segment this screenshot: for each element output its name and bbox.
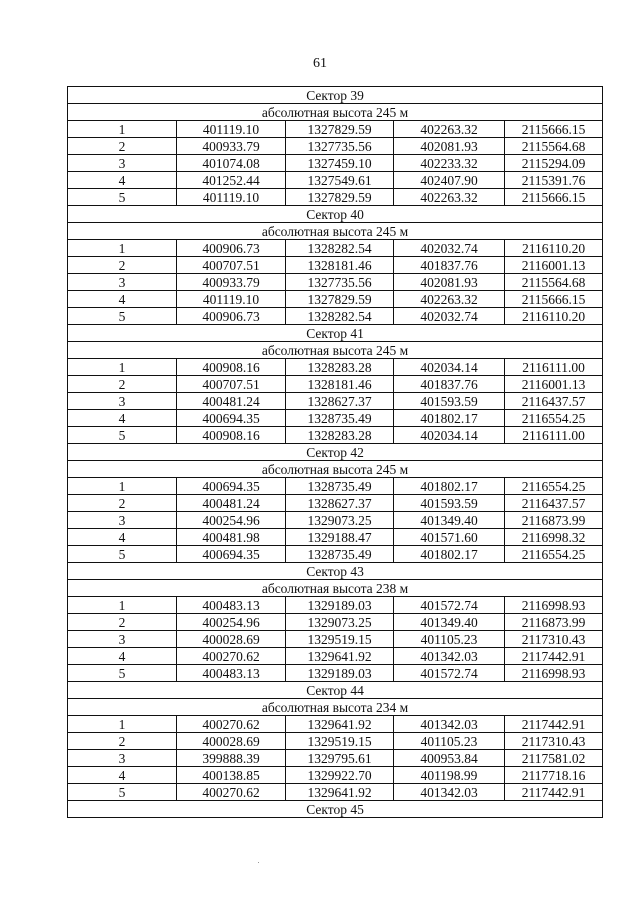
coord-x1-cell: 400481.98 bbox=[177, 529, 286, 546]
coord-x2-cell: 401802.17 bbox=[394, 546, 505, 563]
coord-x1-cell: 400270.62 bbox=[177, 716, 286, 733]
coord-x2-cell: 401837.76 bbox=[394, 376, 505, 393]
coord-x2-cell: 402034.14 bbox=[394, 359, 505, 376]
sector-title-row bbox=[68, 325, 603, 342]
coord-x1-cell: 400481.24 bbox=[177, 393, 286, 410]
sector-altitude-row bbox=[68, 580, 603, 597]
coord-x2-cell: 401572.74 bbox=[394, 665, 505, 682]
sector-title-row bbox=[68, 444, 603, 461]
coord-y2-cell: 2116554.25 bbox=[505, 478, 603, 495]
coord-y2-cell: 2116001.13 bbox=[505, 376, 603, 393]
coord-x1-cell: 400933.79 bbox=[177, 138, 286, 155]
coord-x2-cell: 402407.90 bbox=[394, 172, 505, 189]
coord-x1-cell: 401119.10 bbox=[177, 189, 286, 206]
coord-y2-cell: 2115391.76 bbox=[505, 172, 603, 189]
coord-y2-cell: 2117442.91 bbox=[505, 648, 603, 665]
coord-x2-cell: 401593.59 bbox=[394, 495, 505, 512]
table-row bbox=[68, 648, 603, 665]
table-row bbox=[68, 189, 603, 206]
coord-x2-cell: 402263.32 bbox=[394, 121, 505, 138]
table-body bbox=[68, 87, 603, 818]
coord-x1-cell: 400707.51 bbox=[177, 257, 286, 274]
sector-altitude: абсолютная высота 238 м bbox=[68, 580, 603, 597]
sector-title: Сектор 40 bbox=[68, 206, 603, 223]
coord-x1-cell: 400483.13 bbox=[177, 665, 286, 682]
coord-y2-cell: 2115666.15 bbox=[505, 121, 603, 138]
coord-y2-cell: 2116554.25 bbox=[505, 410, 603, 427]
coord-x2-cell: 401342.03 bbox=[394, 784, 505, 801]
coord-y2-cell: 2116998.93 bbox=[505, 665, 603, 682]
sector-altitude-row bbox=[68, 104, 603, 121]
coord-x2-cell: 402034.14 bbox=[394, 427, 505, 444]
point-number-cell: 3 bbox=[68, 750, 177, 767]
coord-y2-cell: 2116001.13 bbox=[505, 257, 603, 274]
coord-x1-cell: 400028.69 bbox=[177, 631, 286, 648]
coord-y2-cell: 2116437.57 bbox=[505, 495, 603, 512]
coord-x1-cell: 400028.69 bbox=[177, 733, 286, 750]
sector-title: Сектор 43 bbox=[68, 563, 603, 580]
point-number-cell: 4 bbox=[68, 172, 177, 189]
coord-x1-cell: 401119.10 bbox=[177, 121, 286, 138]
point-number-cell: 2 bbox=[68, 138, 177, 155]
table-row bbox=[68, 138, 603, 155]
coord-y1-cell: 1328181.46 bbox=[286, 376, 394, 393]
sector-coordinates-table bbox=[67, 86, 603, 818]
coord-y1-cell: 1328181.46 bbox=[286, 257, 394, 274]
sector-title: Сектор 45 bbox=[68, 801, 603, 818]
coord-y2-cell: 2117442.91 bbox=[505, 716, 603, 733]
table-row bbox=[68, 410, 603, 427]
coord-x1-cell: 399888.39 bbox=[177, 750, 286, 767]
coord-x1-cell: 400707.51 bbox=[177, 376, 286, 393]
sector-title: Сектор 39 bbox=[68, 87, 603, 104]
coord-x1-cell: 400694.35 bbox=[177, 546, 286, 563]
point-number-cell: 5 bbox=[68, 427, 177, 444]
table-row bbox=[68, 172, 603, 189]
coord-x2-cell: 401342.03 bbox=[394, 716, 505, 733]
sector-altitude: абсолютная высота 245 м bbox=[68, 461, 603, 478]
table-row bbox=[68, 597, 603, 614]
coord-x1-cell: 400481.24 bbox=[177, 495, 286, 512]
coord-y1-cell: 1329922.70 bbox=[286, 767, 394, 784]
coord-x2-cell: 402032.74 bbox=[394, 308, 505, 325]
point-number-cell: 2 bbox=[68, 495, 177, 512]
coord-y2-cell: 2116998.32 bbox=[505, 529, 603, 546]
coord-y1-cell: 1329189.03 bbox=[286, 597, 394, 614]
coord-y1-cell: 1327549.61 bbox=[286, 172, 394, 189]
point-number-cell: 5 bbox=[68, 546, 177, 563]
point-number-cell: 2 bbox=[68, 614, 177, 631]
table-row bbox=[68, 767, 603, 784]
coord-y1-cell: 1329519.15 bbox=[286, 631, 394, 648]
coord-y1-cell: 1327735.56 bbox=[286, 138, 394, 155]
coord-x1-cell: 400483.13 bbox=[177, 597, 286, 614]
coord-x2-cell: 401572.74 bbox=[394, 597, 505, 614]
coord-y1-cell: 1329188.47 bbox=[286, 529, 394, 546]
sector-title-row bbox=[68, 682, 603, 699]
coord-x2-cell: 401105.23 bbox=[394, 631, 505, 648]
coord-y2-cell: 2116111.00 bbox=[505, 427, 603, 444]
sector-altitude: абсолютная высота 234 м bbox=[68, 699, 603, 716]
sector-title-row bbox=[68, 206, 603, 223]
coord-y1-cell: 1328735.49 bbox=[286, 410, 394, 427]
table-row bbox=[68, 665, 603, 682]
coord-x2-cell: 401105.23 bbox=[394, 733, 505, 750]
point-number-cell: 5 bbox=[68, 784, 177, 801]
scan-speck bbox=[258, 862, 259, 863]
table-row bbox=[68, 155, 603, 172]
coord-y1-cell: 1327829.59 bbox=[286, 291, 394, 308]
point-number-cell: 3 bbox=[68, 155, 177, 172]
coord-y1-cell: 1328627.37 bbox=[286, 393, 394, 410]
coord-y1-cell: 1329641.92 bbox=[286, 648, 394, 665]
page-number: 61 bbox=[313, 56, 327, 71]
coord-x2-cell: 402263.32 bbox=[394, 291, 505, 308]
point-number-cell: 4 bbox=[68, 410, 177, 427]
point-number-cell: 4 bbox=[68, 648, 177, 665]
coord-x2-cell: 401349.40 bbox=[394, 512, 505, 529]
sector-title: Сектор 44 bbox=[68, 682, 603, 699]
coord-y1-cell: 1328283.28 bbox=[286, 359, 394, 376]
coord-y1-cell: 1329795.61 bbox=[286, 750, 394, 767]
point-number-cell: 1 bbox=[68, 478, 177, 495]
coord-y2-cell: 2117310.43 bbox=[505, 733, 603, 750]
coord-y1-cell: 1327459.10 bbox=[286, 155, 394, 172]
coord-y2-cell: 2115564.68 bbox=[505, 274, 603, 291]
coord-y2-cell: 2115294.09 bbox=[505, 155, 603, 172]
point-number-cell: 2 bbox=[68, 376, 177, 393]
point-number-cell: 5 bbox=[68, 665, 177, 682]
point-number-cell: 1 bbox=[68, 716, 177, 733]
sector-title-row bbox=[68, 87, 603, 104]
point-number-cell: 4 bbox=[68, 291, 177, 308]
coord-y2-cell: 2116110.20 bbox=[505, 240, 603, 257]
coord-x2-cell: 400953.84 bbox=[394, 750, 505, 767]
coord-y1-cell: 1328282.54 bbox=[286, 240, 394, 257]
coord-x2-cell: 402081.93 bbox=[394, 138, 505, 155]
coord-x2-cell: 401837.76 bbox=[394, 257, 505, 274]
coord-y1-cell: 1328735.49 bbox=[286, 478, 394, 495]
coord-x2-cell: 402233.32 bbox=[394, 155, 505, 172]
point-number-cell: 4 bbox=[68, 529, 177, 546]
sector-altitude: абсолютная высота 245 м bbox=[68, 223, 603, 240]
sector-title: Сектор 41 bbox=[68, 325, 603, 342]
coord-y1-cell: 1328282.54 bbox=[286, 308, 394, 325]
point-number-cell: 3 bbox=[68, 393, 177, 410]
point-number-cell: 5 bbox=[68, 308, 177, 325]
table-row bbox=[68, 393, 603, 410]
coord-x1-cell: 400694.35 bbox=[177, 410, 286, 427]
table-row bbox=[68, 546, 603, 563]
sector-title-row bbox=[68, 801, 603, 818]
coord-y2-cell: 2117718.16 bbox=[505, 767, 603, 784]
sector-title-row bbox=[68, 563, 603, 580]
coord-x1-cell: 401074.08 bbox=[177, 155, 286, 172]
point-number-cell: 2 bbox=[68, 257, 177, 274]
table-row bbox=[68, 716, 603, 733]
sector-title: Сектор 42 bbox=[68, 444, 603, 461]
coord-x1-cell: 400270.62 bbox=[177, 648, 286, 665]
sector-altitude-row bbox=[68, 223, 603, 240]
coord-x2-cell: 401349.40 bbox=[394, 614, 505, 631]
coord-y2-cell: 2116873.99 bbox=[505, 614, 603, 631]
table-row bbox=[68, 240, 603, 257]
table-row bbox=[68, 291, 603, 308]
coord-y2-cell: 2116111.00 bbox=[505, 359, 603, 376]
point-number-cell: 3 bbox=[68, 631, 177, 648]
point-number-cell: 1 bbox=[68, 240, 177, 257]
coord-y1-cell: 1328283.28 bbox=[286, 427, 394, 444]
coord-y1-cell: 1327735.56 bbox=[286, 274, 394, 291]
coord-x2-cell: 401802.17 bbox=[394, 478, 505, 495]
point-number-cell: 5 bbox=[68, 189, 177, 206]
point-number-cell: 1 bbox=[68, 121, 177, 138]
coord-y2-cell: 2117581.02 bbox=[505, 750, 603, 767]
coord-x1-cell: 400254.96 bbox=[177, 512, 286, 529]
coord-x2-cell: 402081.93 bbox=[394, 274, 505, 291]
coord-x1-cell: 401119.10 bbox=[177, 291, 286, 308]
table-row bbox=[68, 427, 603, 444]
table-row bbox=[68, 274, 603, 291]
coord-x1-cell: 401252.44 bbox=[177, 172, 286, 189]
coord-x2-cell: 401342.03 bbox=[394, 648, 505, 665]
table-row bbox=[68, 495, 603, 512]
coord-x2-cell: 401571.60 bbox=[394, 529, 505, 546]
table-row bbox=[68, 733, 603, 750]
table-row bbox=[68, 512, 603, 529]
coord-x1-cell: 400694.35 bbox=[177, 478, 286, 495]
coord-x2-cell: 402263.32 bbox=[394, 189, 505, 206]
coord-y1-cell: 1328627.37 bbox=[286, 495, 394, 512]
coord-y1-cell: 1327829.59 bbox=[286, 189, 394, 206]
point-number-cell: 2 bbox=[68, 733, 177, 750]
table-row bbox=[68, 359, 603, 376]
coord-x1-cell: 400908.16 bbox=[177, 427, 286, 444]
table-row bbox=[68, 529, 603, 546]
table-row bbox=[68, 784, 603, 801]
table-row bbox=[68, 121, 603, 138]
coord-y2-cell: 2117310.43 bbox=[505, 631, 603, 648]
coord-y2-cell: 2116437.57 bbox=[505, 393, 603, 410]
point-number-cell: 1 bbox=[68, 359, 177, 376]
point-number-cell: 4 bbox=[68, 767, 177, 784]
coord-x1-cell: 400906.73 bbox=[177, 240, 286, 257]
point-number-cell: 3 bbox=[68, 512, 177, 529]
table-row bbox=[68, 750, 603, 767]
coord-y2-cell: 2116110.20 bbox=[505, 308, 603, 325]
coord-x1-cell: 400254.96 bbox=[177, 614, 286, 631]
coord-y1-cell: 1327829.59 bbox=[286, 121, 394, 138]
coord-y2-cell: 2115564.68 bbox=[505, 138, 603, 155]
table-row bbox=[68, 308, 603, 325]
coord-x1-cell: 400906.73 bbox=[177, 308, 286, 325]
sector-altitude: абсолютная высота 245 м bbox=[68, 104, 603, 121]
coord-y2-cell: 2116998.93 bbox=[505, 597, 603, 614]
coord-y2-cell: 2116554.25 bbox=[505, 546, 603, 563]
coord-y1-cell: 1329641.92 bbox=[286, 784, 394, 801]
coord-x1-cell: 400138.85 bbox=[177, 767, 286, 784]
coord-y1-cell: 1329519.15 bbox=[286, 733, 394, 750]
table-row bbox=[68, 478, 603, 495]
sector-altitude-row bbox=[68, 342, 603, 359]
coord-y2-cell: 2115666.15 bbox=[505, 291, 603, 308]
coord-x1-cell: 400933.79 bbox=[177, 274, 286, 291]
coord-y2-cell: 2116873.99 bbox=[505, 512, 603, 529]
point-number-cell: 1 bbox=[68, 597, 177, 614]
table-row bbox=[68, 257, 603, 274]
coord-y1-cell: 1329073.25 bbox=[286, 512, 394, 529]
point-number-cell: 3 bbox=[68, 274, 177, 291]
table-row bbox=[68, 376, 603, 393]
coord-y2-cell: 2117442.91 bbox=[505, 784, 603, 801]
coord-x2-cell: 402032.74 bbox=[394, 240, 505, 257]
coord-y1-cell: 1329073.25 bbox=[286, 614, 394, 631]
coord-x2-cell: 401802.17 bbox=[394, 410, 505, 427]
coord-x2-cell: 401198.99 bbox=[394, 767, 505, 784]
coord-y1-cell: 1329641.92 bbox=[286, 716, 394, 733]
coord-y1-cell: 1329189.03 bbox=[286, 665, 394, 682]
sector-altitude: абсолютная высота 245 м bbox=[68, 342, 603, 359]
coord-y1-cell: 1328735.49 bbox=[286, 546, 394, 563]
coord-y2-cell: 2115666.15 bbox=[505, 189, 603, 206]
table-row bbox=[68, 614, 603, 631]
sector-altitude-row bbox=[68, 699, 603, 716]
table-row bbox=[68, 631, 603, 648]
coord-x1-cell: 400270.62 bbox=[177, 784, 286, 801]
coord-x1-cell: 400908.16 bbox=[177, 359, 286, 376]
coord-x2-cell: 401593.59 bbox=[394, 393, 505, 410]
sector-altitude-row bbox=[68, 461, 603, 478]
